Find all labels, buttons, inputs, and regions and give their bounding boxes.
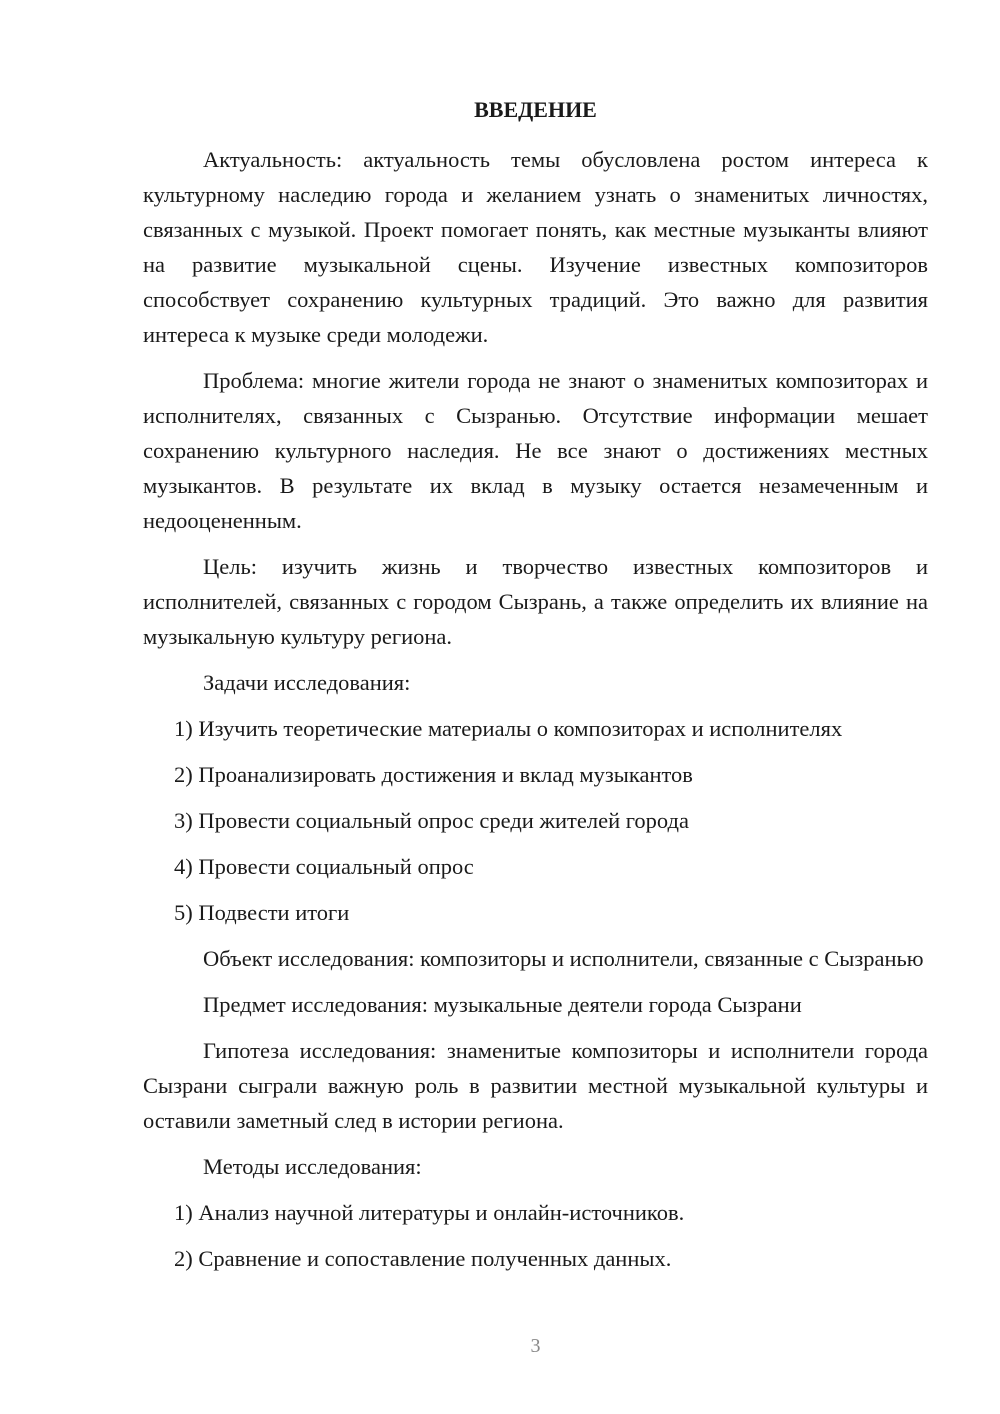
list-item: 5) Подвести итоги (174, 900, 350, 925)
list-item: 1) Анализ научной литературы и онлайн-источников. (174, 1200, 685, 1225)
section-title: ВВЕДЕНИЕ (474, 97, 597, 122)
document-page (143, 0, 928, 1414)
goal-paragraph: Цель: изучить жизнь и творчество известных композиторов и исполнителей, связанных с городом Сызрань, а также определить их влияние на музыкальную культуру региона. (143, 554, 928, 649)
subject-paragraph: Предмет исследования: музыкальные деятели города Сызрани (203, 992, 802, 1017)
object-paragraph: Объект исследования: композиторы и исполнители, связанные с Сызранью (203, 946, 924, 971)
list-item: 3) Провести социальный опрос среди жителей города (174, 808, 689, 833)
document-body (143, 142, 928, 1287)
list-item: 2) Сравнение и сопоставление полученных данных. (174, 1246, 672, 1271)
problem-paragraph: Проблема: многие жители города не знают о знаменитых композиторах и исполнителях, связанных с Сызранью. Отсутствие информации мешает сохранению культурного наследия. Не все знают о достижениях местных музыкантов. В результате их вклад в музыку остается незамеченным и недооцененным. (143, 368, 928, 533)
tasks-list (143, 711, 928, 930)
page-number: 3 (530, 1335, 541, 1357)
list-item: 2) Проанализировать достижения и вклад музыкантов (174, 762, 693, 787)
list-item: 4) Провести социальный опрос (174, 854, 474, 879)
methods-list (143, 1195, 928, 1276)
methods-heading: Методы исследования: (203, 1154, 422, 1179)
tasks-heading: Задачи исследования: (203, 670, 411, 695)
list-item: 1) Изучить теоретические материалы о композиторах и исполнителях (174, 716, 843, 741)
hypothesis-paragraph: Гипотеза исследования: знаменитые композиторы и исполнители города Сызрани сыграли важную роль в развитии местной музыкальной культуры и оставили заметный след в истории региона. (143, 1038, 928, 1133)
relevance-paragraph: Актуальность: актуальность темы обусловлена ростом интереса к культурному наследию города и желанием узнать о знаменитых личностях, связанных с музыкой. Проект помогает понять, как местные музыканты влияют на развитие музыкальной сцены. Изучение известных композиторов способствует сохранению культурных традиций. Это важно для развития интереса к музыке среди молодежи. (143, 147, 928, 347)
